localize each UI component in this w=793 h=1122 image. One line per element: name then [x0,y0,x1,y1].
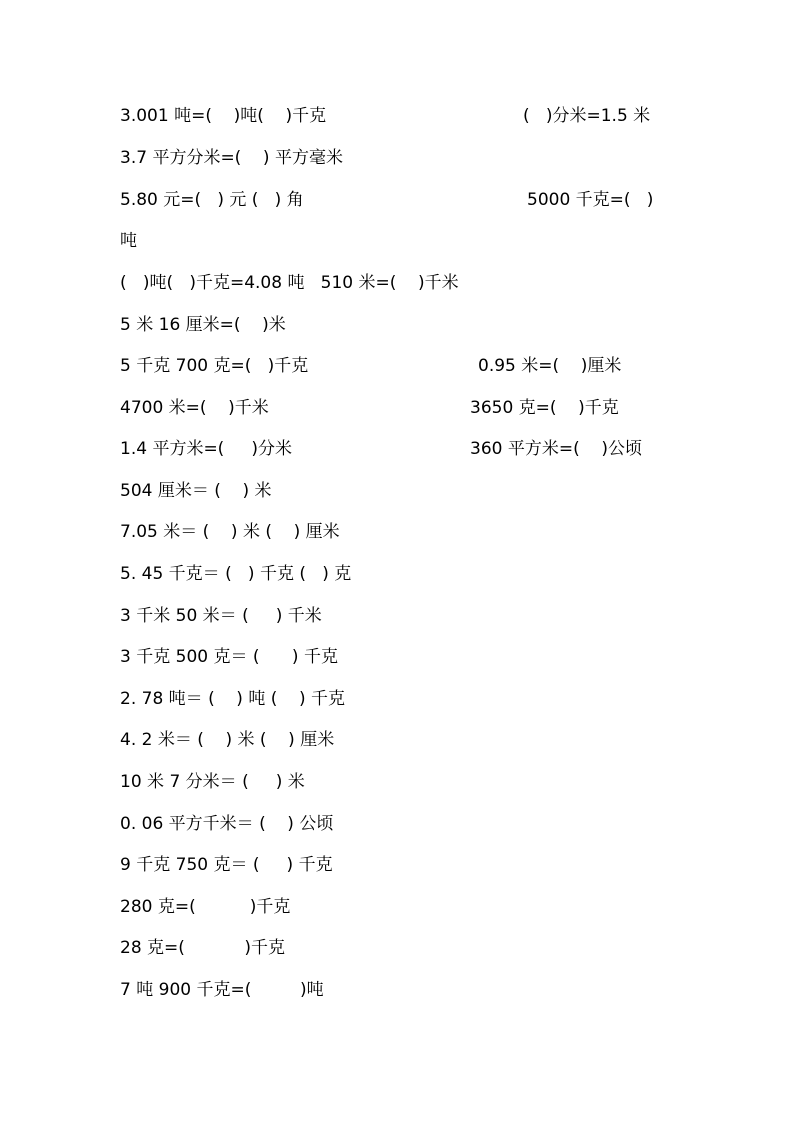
exercise-3-wrap: 吨 [120,231,137,251]
exercise-3-right: 5000 千克=( ) [527,190,654,210]
exercise-11-left: 5. 45 千克＝ ( ) 千克 ( ) 克 [120,564,352,584]
exercise-9-left: 504 厘米＝ ( ) 米 [120,481,272,501]
exercise-7-left: 4700 米=( )千米 [120,398,269,418]
exercise-1-left: 3.001 吨=( )吨( )千克 [120,106,327,126]
exercise-6-right: 0.95 米=( )厘米 [478,356,622,376]
exercise-8-left: 1.4 平方米=( )分米 [120,439,292,459]
exercise-7-right: 3650 克=( )千克 [470,398,619,418]
exercise-10-left: 7.05 米＝ ( ) 米 ( ) 厘米 [120,522,340,542]
exercise-17-left: 0. 06 平方千米＝ ( ) 公顷 [120,814,334,834]
exercise-20-left: 28 克=( )千克 [120,938,285,958]
exercise-15-left: 4. 2 米＝ ( ) 米 ( ) 厘米 [120,730,335,750]
exercise-21-left: 7 吨 900 千克=( )吨 [120,980,324,1000]
exercise-13-left: 3 千克 500 克＝ ( ) 千克 [120,647,338,667]
exercise-4-left: ( )吨( )千克=4.08 吨 510 米=( )千米 [120,273,459,293]
exercise-12-left: 3 千米 50 米＝ ( ) 千米 [120,606,322,626]
exercise-3-left: 5.80 元=( ) 元 ( ) 角 [120,190,304,210]
exercise-1-right: ( )分米=1.5 米 [523,106,651,126]
exercise-2-left: 3.7 平方分米=( ) 平方毫米 [120,148,343,168]
exercise-16-left: 10 米 7 分米＝ ( ) 米 [120,772,305,792]
exercise-6-left: 5 千克 700 克=( )千克 [120,356,309,376]
exercise-18-left: 9 千克 750 克＝ ( ) 千克 [120,855,333,875]
exercise-14-left: 2. 78 吨＝ ( ) 吨 ( ) 千克 [120,689,346,709]
exercise-8-right: 360 平方米=( )公顷 [470,439,642,459]
exercise-19-left: 280 克=( )千克 [120,897,291,917]
exercise-5-left: 5 米 16 厘米=( )米 [120,315,286,335]
